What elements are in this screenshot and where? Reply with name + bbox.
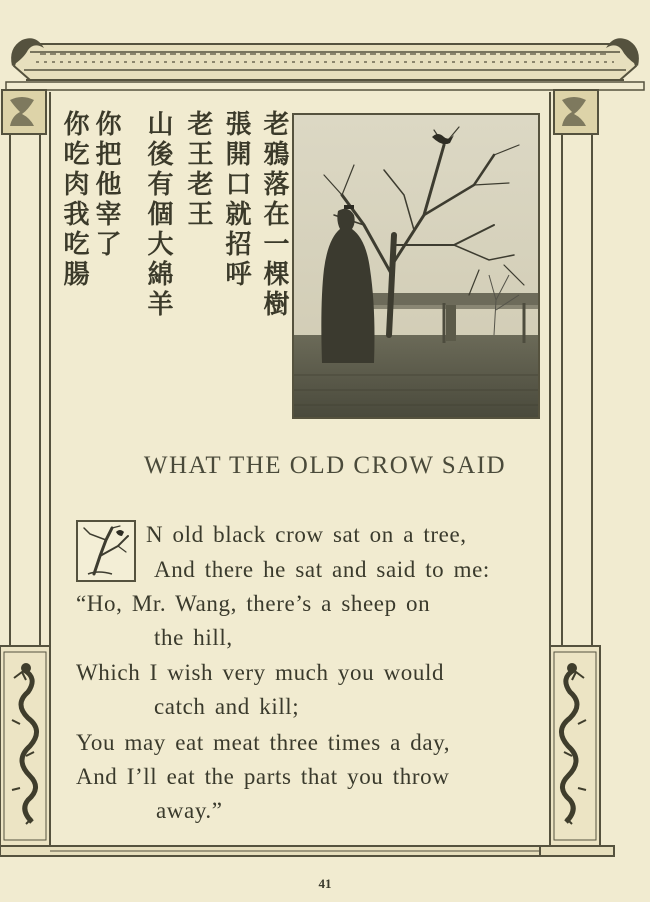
poem-line: away.” <box>156 798 223 823</box>
poem-line: catch and kill; <box>154 694 300 719</box>
photo-illustration <box>294 115 538 417</box>
chinese-column: 老王老王 <box>183 110 213 230</box>
left-dragon-panel <box>0 646 50 846</box>
poem-line: “Ho, Mr. Wang, there’s a sheep on <box>76 591 431 616</box>
right-capital <box>554 90 598 134</box>
page-number: 41 <box>318 876 332 891</box>
crow-tree-photograph <box>292 113 540 419</box>
roof-ornament <box>6 38 644 90</box>
poem-line: And I’ll eat the parts that you throw <box>76 764 450 789</box>
poem-line: You may eat meat three times a day, <box>76 730 451 755</box>
right-dragon-panel <box>550 646 600 846</box>
chinese-column: 老鴉落在一棵樹 <box>259 110 289 320</box>
left-capital <box>2 90 46 134</box>
chinese-verse <box>56 110 288 430</box>
chinese-column: 山後有個大綿羊 <box>143 110 173 320</box>
bottom-base <box>0 846 614 856</box>
poem-line: N old black crow sat on a tree, <box>146 522 467 547</box>
dropcap-illustration <box>76 520 136 582</box>
poem-title: WHAT THE OLD CROW SAID <box>143 452 507 479</box>
tree-drop-cap-icon <box>78 522 134 580</box>
chinese-column: 張開口就招呼 <box>221 110 251 290</box>
poem-line: And there he sat and said to me: <box>154 557 490 582</box>
poem-line: Which I wish very much you would <box>76 660 445 685</box>
chinese-column: 你把他宰了 <box>91 110 121 260</box>
poem-line: the hill, <box>154 625 233 650</box>
chinese-column: 你吃肉我吃腸 <box>59 110 89 290</box>
